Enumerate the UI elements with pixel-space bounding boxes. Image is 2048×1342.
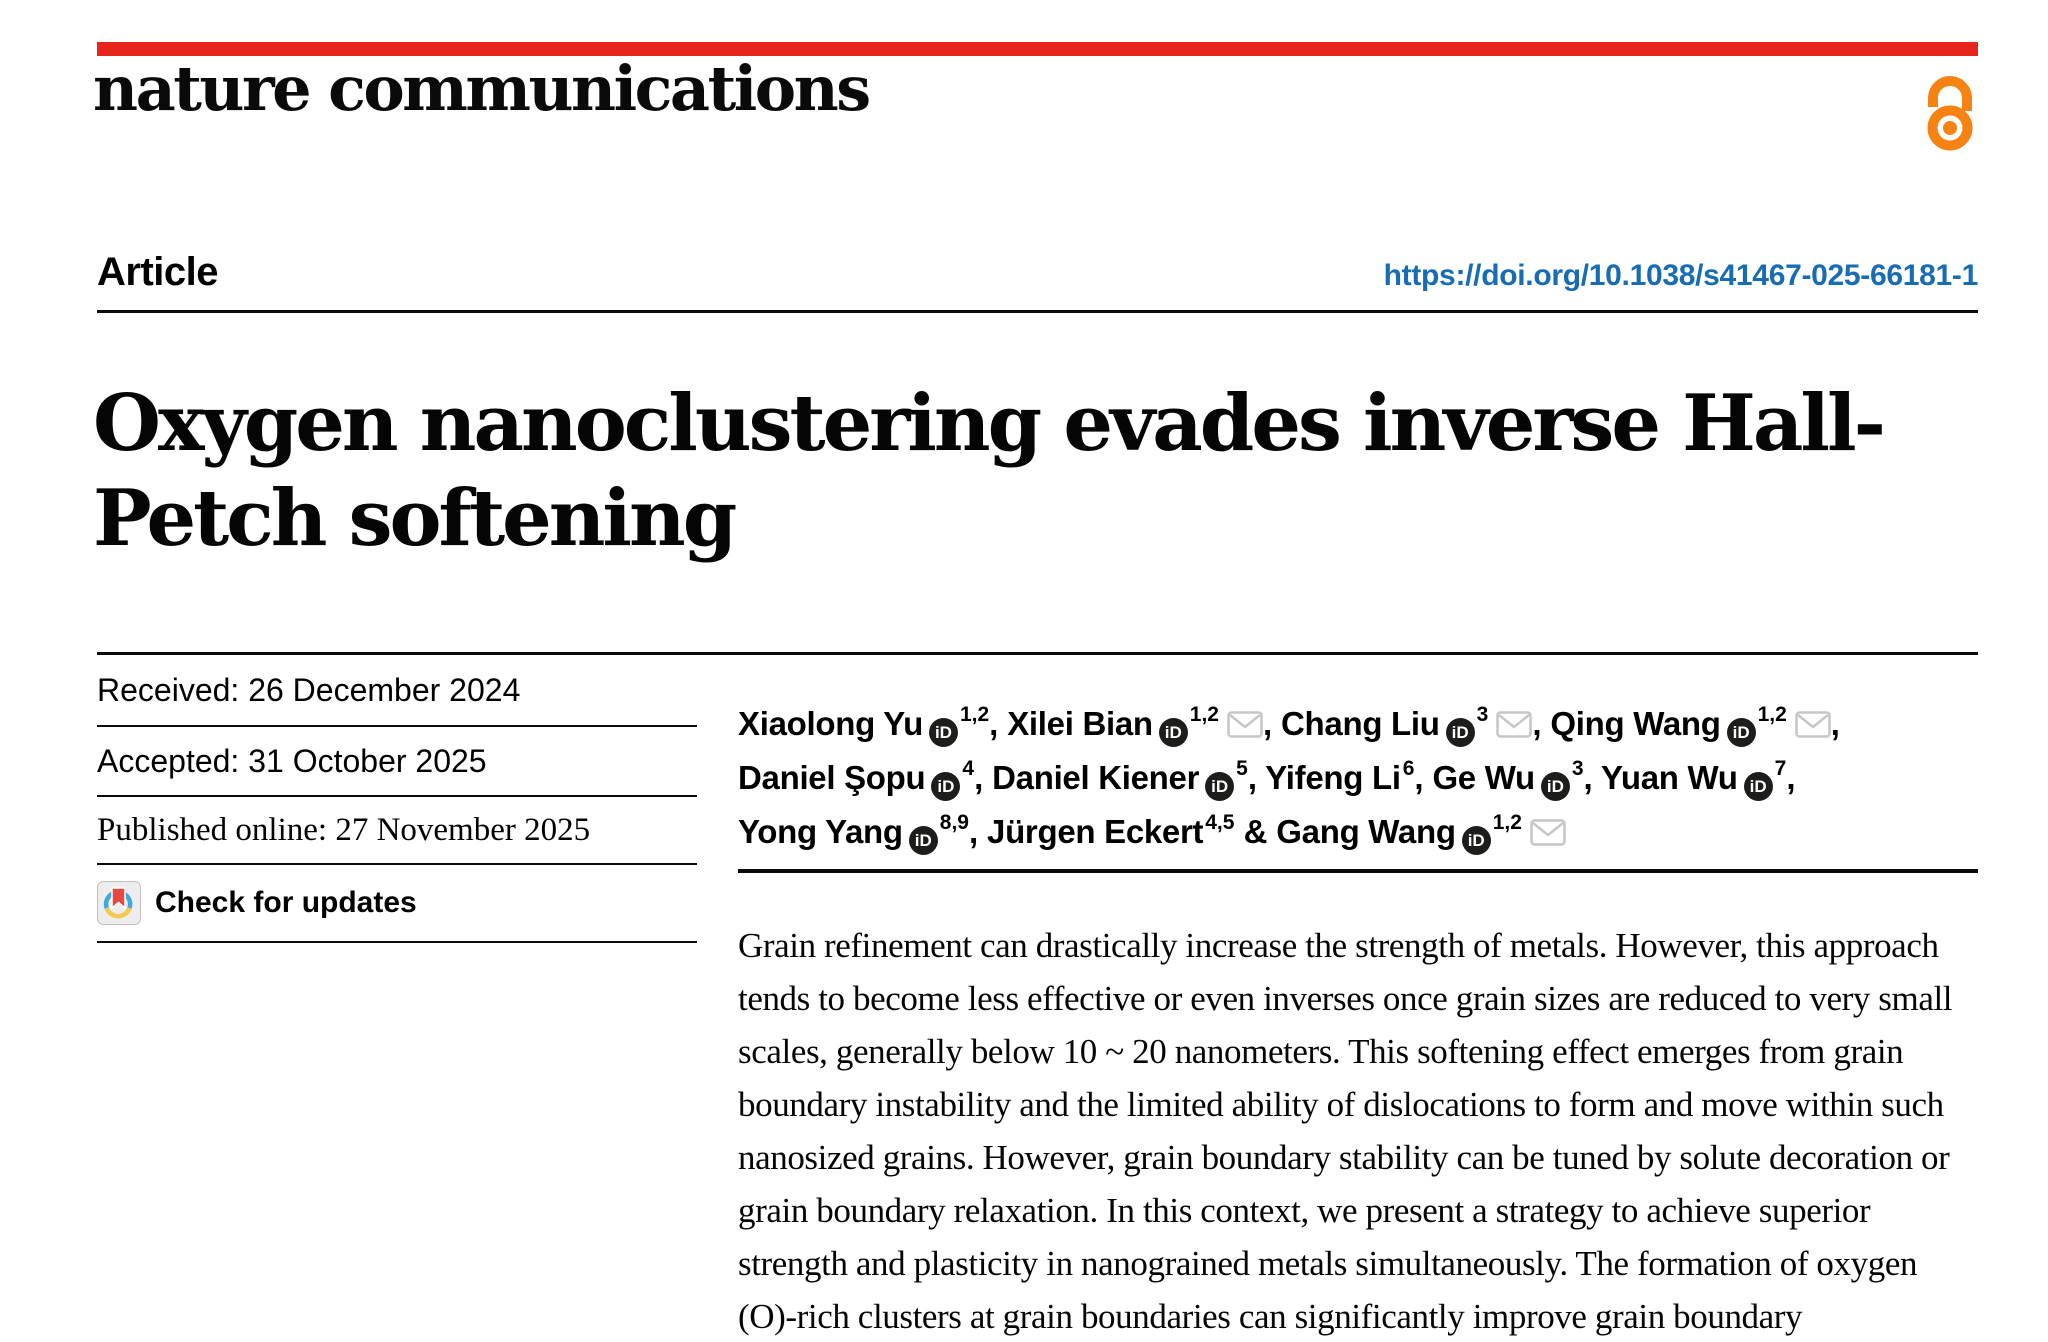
author: Xiaolong Yu iD$^{1,2}$, [738, 705, 998, 742]
orcid-icon[interactable]: iD [1462, 826, 1491, 855]
authors-column [738, 660, 1983, 888]
author: Daniel Şopu $iD^4$, [738, 759, 983, 796]
author-name: Chang Liu [1281, 705, 1440, 742]
orcid-icon[interactable]: iD [1446, 718, 1475, 747]
received-date-row [97, 655, 697, 727]
author-affiliation-sup: 7 [1774, 757, 1787, 780]
divider [738, 869, 1978, 873]
author-affiliation-sup: 3 [1571, 757, 1584, 780]
author: Chang Liu $iD^3$ , [1281, 705, 1541, 742]
author-affiliation-sup: 4 [962, 757, 975, 780]
accepted-date-row [97, 727, 697, 797]
article-metadata-column [97, 655, 697, 943]
paper-title-line-2: Petch softening [93, 473, 735, 565]
author-affiliation-sup: 1,2 [1492, 811, 1522, 834]
abstract-text: Grain refinement can drastically increase the strength of metals. However, this approach tends to become less effective or even inverses once grain sizes are reduced to very small scales, generally below 10 ~ 20 nanometers. This softening effect emerges from grain boundary instability and the limited ability of dislocations to form and move within such nanosized grains. However, grain boundary stability can be tuned by solute decoration or grain boundary relaxation. In this context, we present a strategy to achieve superior strength and plasticity in nanograined metals simultaneously. The formation of oxygen (O)-rich clusters at grain boundaries can significantly improve grain boundary [738, 926, 1953, 1336]
divider [97, 310, 1978, 313]
author-affiliation-sup: 1,2 [1189, 703, 1219, 726]
author-name: Xilei Bian [1007, 705, 1153, 742]
author-affiliation-sup: 5 [1236, 757, 1248, 780]
paper-title [93, 376, 1993, 566]
paper-title-line-1: Oxygen nanoclustering evades inverse Hall- [93, 378, 1883, 470]
author-affiliation-sup: 8,9 [939, 811, 969, 834]
email-icon[interactable] [1227, 711, 1263, 738]
author [1276, 813, 1566, 850]
author-name: Yong Yang [738, 813, 903, 850]
author: Xilei Bian iD$^{1,2}$ , [1007, 705, 1272, 742]
author-name: Gang Wang [1276, 813, 1456, 850]
author-name: Daniel Şopu [738, 759, 926, 796]
article-header-row [97, 250, 1978, 295]
orcid-icon[interactable]: iD [929, 718, 958, 747]
author: Ge Wu $iD^3$, [1432, 759, 1592, 796]
published-date-row [97, 797, 697, 865]
author-name: Xiaolong Yu [738, 705, 923, 742]
author-affiliation-sup: 6 [1402, 757, 1415, 780]
email-icon[interactable] [1496, 711, 1532, 738]
orcid-icon[interactable]: iD [1744, 772, 1773, 801]
author-affiliation-sup: 1,2 [1757, 703, 1787, 726]
open-access-icon [1920, 64, 1978, 156]
email-icon[interactable] [1530, 819, 1566, 846]
orcid-icon[interactable]: iD [1205, 772, 1234, 801]
crossmark-icon[interactable] [97, 881, 141, 925]
orcid-icon[interactable]: iD [1727, 718, 1756, 747]
article-type-label: Article [97, 250, 218, 294]
author-name: Ge Wu [1432, 759, 1535, 796]
journal-logo: nature communications [93, 52, 869, 125]
doi-link[interactable]: https://doi.org/10.1038/s41467-025-66181-1 [1383, 259, 1978, 292]
author-name: Daniel Kiener [992, 759, 1200, 796]
author-affiliation-sup: 1,2 [959, 703, 990, 726]
check-for-updates-label[interactable]: Check for updates [155, 886, 417, 919]
published-date: Published online: 27 November 2025 [97, 811, 591, 848]
author-name: Yuan Wu [1600, 759, 1738, 796]
orcid-icon[interactable]: iD [1159, 718, 1188, 747]
orcid-icon[interactable]: iD [909, 826, 938, 855]
author: Qing Wang iD$^{1,2}$ , [1550, 705, 1840, 742]
author-affiliation-sup: 3 [1476, 703, 1489, 726]
author-list [738, 693, 1983, 855]
author-affiliation-sup: 4,5 [1205, 811, 1235, 834]
email-icon[interactable] [1795, 711, 1831, 738]
check-for-updates-button[interactable] [97, 865, 697, 943]
author: Jürgen Eckert$^{4,5}$ & [987, 811, 1268, 850]
received-date: Received: 26 December 2024 [97, 671, 521, 708]
author: Yuan Wu $iD^7$, [1601, 759, 1796, 796]
author: Yifeng Li$^6$, [1265, 757, 1424, 796]
author: Daniel Kiener $iD^5$, [992, 759, 1257, 796]
orcid-icon[interactable]: iD [931, 772, 960, 801]
author-name: Jürgen Eckert [987, 813, 1204, 850]
accepted-date: Accepted: 31 October 2025 [97, 742, 487, 779]
author-name: Qing Wang [1550, 705, 1721, 742]
author-name: Yifeng Li [1265, 759, 1401, 796]
orcid-icon[interactable]: iD [1541, 772, 1570, 801]
author: Yong Yang iD$^{8,9}$, [738, 813, 978, 850]
